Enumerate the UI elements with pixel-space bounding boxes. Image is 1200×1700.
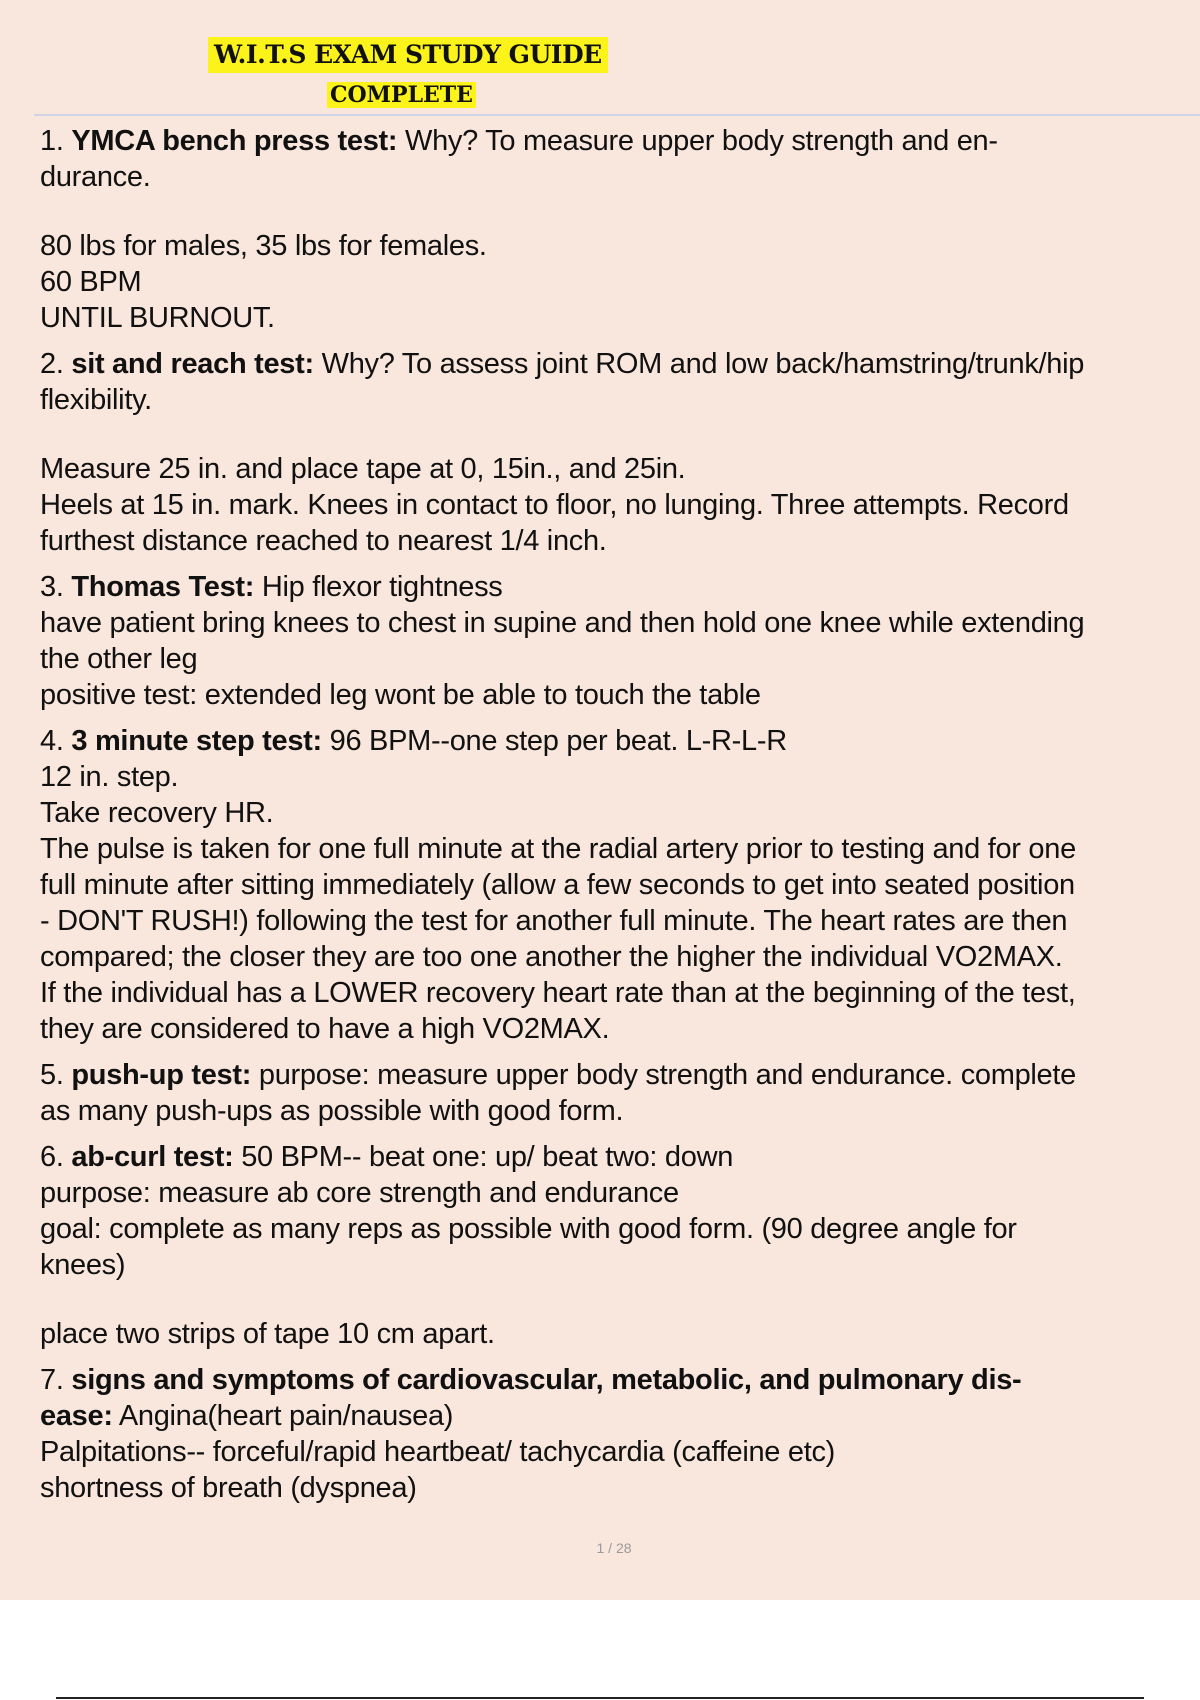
entry-text: - DON'T RUSH!) following the test for another full minute. The heart rates are then: [40, 905, 1068, 937]
entry-spacer: [40, 195, 1196, 228]
entry-number: 1.: [40, 125, 64, 157]
entry-second-line: [40, 1398, 1196, 1434]
entry-text: the other leg: [40, 643, 198, 675]
entry-number: 3.: [40, 571, 64, 603]
entry-first-line: [40, 723, 1196, 759]
entry-text: they are considered to have a high VO2MAX.: [40, 1013, 610, 1045]
entry-text: Take recovery HR.: [40, 797, 274, 829]
study-entry-5: [40, 1057, 1196, 1129]
entry-term: sit and reach test:: [71, 348, 314, 380]
study-entry-6: [40, 1139, 1196, 1352]
entry-text: compared; the closer they are too one another the higher the individual VO2MAX.: [40, 941, 1063, 973]
entry-text: as many push-ups as possible with good form.: [40, 1095, 624, 1127]
entry-text: Why? To measure upper body strength and en-: [397, 125, 998, 157]
entry-text: shortness of breath (dyspnea): [40, 1472, 417, 1504]
study-entry-1: [40, 123, 1196, 336]
study-entry-3: [40, 569, 1196, 713]
entry-text: Measure 25 in. and place tape at 0, 15in., and 25in.: [40, 453, 686, 485]
entry-text: 60 BPM: [40, 266, 142, 298]
entry-text: goal: complete as many reps as possible with good form. (90 degree angle for: [40, 1213, 1017, 1245]
entry-spacer: [40, 418, 1196, 451]
study-entry-2: [40, 346, 1196, 559]
entry-text: 96 BPM--one step per beat. L-R-L-R: [321, 725, 787, 757]
entry-term: ab-curl test:: [71, 1141, 234, 1173]
entry-number: 2.: [40, 348, 64, 380]
entry-number: 4.: [40, 725, 64, 757]
entry-term: YMCA bench press test:: [71, 125, 398, 157]
entry-text: Hip flexor tightness: [254, 571, 503, 603]
entry-text: If the individual has a LOWER recovery heart rate than at the beginning of the test,: [40, 977, 1076, 1009]
entry-first-line: [40, 1057, 1196, 1093]
entry-text: The pulse is taken for one full minute at the radial artery prior to testing and for one: [40, 833, 1076, 865]
study-guide-content: [40, 123, 1196, 1516]
document-title: W.I.T.S EXAM STUDY GUIDE: [208, 37, 608, 73]
entry-text: 12 in. step.: [40, 761, 179, 793]
entry-number: 5.: [40, 1059, 64, 1091]
entry-number: 7.: [40, 1364, 64, 1396]
study-entry-4: [40, 723, 1196, 1047]
page-indicator: 1 / 28: [596, 1540, 632, 1556]
entry-text: have patient bring knees to chest in supine and then hold one knee while extending: [40, 607, 1085, 639]
entry-first-line: [40, 569, 1196, 605]
entry-term: 3 minute step test:: [71, 725, 322, 757]
entry-first-line: [40, 1139, 1196, 1175]
entry-term: signs and symptoms of cardiovascular, metabolic, and pulmonary dis-: [71, 1364, 1022, 1396]
entry-spacer: [40, 1283, 1196, 1316]
study-entry-7: [40, 1362, 1196, 1506]
entry-text: full minute after sitting immediately (allow a few seconds to get into seated position: [40, 869, 1075, 901]
entry-first-line: [40, 123, 1196, 159]
document-subtitle: COMPLETE: [327, 82, 476, 108]
entry-text: positive test: extended leg wont be able to touch the table: [40, 679, 761, 711]
entry-text: 80 lbs for males, 35 lbs for females.: [40, 230, 487, 262]
entry-term-continued: ease:: [40, 1400, 113, 1432]
footer-divider: [56, 1697, 1144, 1699]
entry-text: knees): [40, 1249, 126, 1281]
entry-text: flexibility.: [40, 384, 152, 416]
entry-text: place two strips of tape 10 cm apart.: [40, 1318, 495, 1350]
entry-text: Angina(heart pain/nausea): [112, 1400, 454, 1432]
entry-text: purpose: measure upper body strength and endurance. complete: [251, 1059, 1076, 1091]
entry-text: 50 BPM-- beat one: up/ beat two: down: [233, 1141, 734, 1173]
entry-text: durance.: [40, 161, 151, 193]
entry-first-line: [40, 1362, 1196, 1398]
entry-text: Why? To assess joint ROM and low back/hamstring/trunk/hip: [313, 348, 1085, 380]
entry-term: push-up test:: [71, 1059, 252, 1091]
entry-first-line: [40, 346, 1196, 382]
entry-text: UNTIL BURNOUT.: [40, 302, 275, 334]
entry-text: furthest distance reached to nearest 1/4 inch.: [40, 525, 607, 557]
header-divider: [34, 114, 1200, 116]
entry-term: Thomas Test:: [71, 571, 255, 603]
entry-number: 6.: [40, 1141, 64, 1173]
entry-text: Palpitations-- forceful/rapid heartbeat/ tachycardia (caffeine etc): [40, 1436, 836, 1468]
entry-text: Heels at 15 in. mark. Knees in contact to floor, no lunging. Three attempts. Record: [40, 489, 1069, 521]
entry-text: purpose: measure ab core strength and endurance: [40, 1177, 679, 1209]
